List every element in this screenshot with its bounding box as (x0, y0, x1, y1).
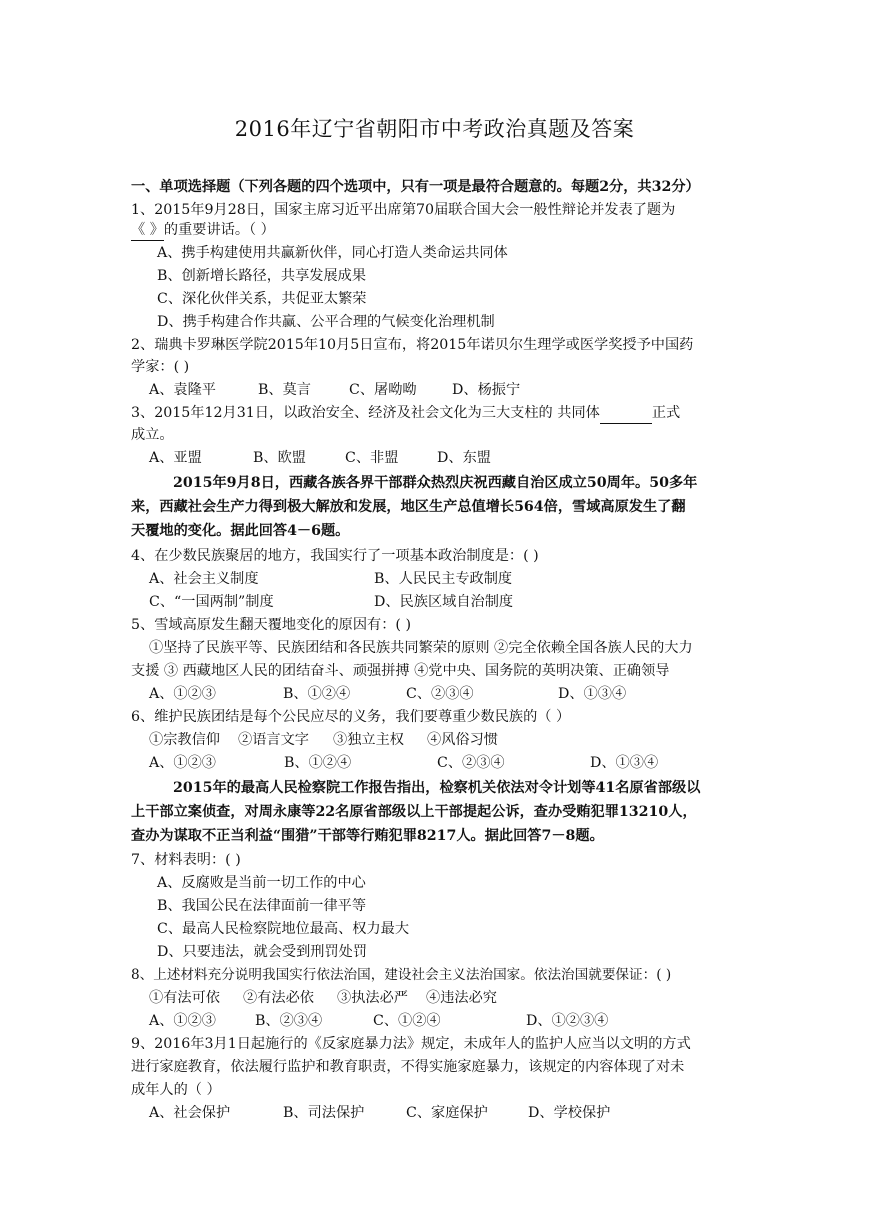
q6-item-2: ②语言文字 (238, 732, 309, 748)
q5-option-c: C、②③④ (406, 686, 474, 702)
q2-stem-line1: 2、瑞典卡罗琳医学院2015年10月5日宣布，将2015年诺贝尔生理学或医学奖授予中国药 (131, 337, 694, 353)
q3-option-d: D、东盟 (437, 450, 491, 466)
q6-item-4: ④风俗习惯 (427, 732, 498, 748)
q6-option-a: A、①②③ (149, 755, 216, 771)
document-title: 2016年辽宁省朝阳市中考政治真题及答案 (234, 117, 635, 141)
q7-option-b: B、我国公民在法律面前一律平等 (157, 898, 367, 914)
q8-item-2: ②有法必依 (243, 990, 314, 1006)
q2-stem-line2: 学家：( ) (131, 359, 190, 375)
q8-option-d: D、①②③④ (526, 1013, 609, 1029)
q1-stem-line2-rest: 的重要讲话。（ ） (163, 222, 275, 238)
material2-line2: 上干部立案侦查，对周永康等22名原省部级以上干部提起公诉，查办受贿犯罪13210人， (131, 804, 697, 820)
q9-stem-line3: 成年人的（ ） (131, 1082, 221, 1098)
q2-option-d: D、杨振宁 (452, 382, 521, 398)
q1-stem-line1: 1、2015年9月28日，国家主席习近平出席第70届联合国大会一般性辩论并发表了题为 (131, 202, 676, 218)
q5-option-b: B、①②④ (283, 686, 351, 702)
q9-option-c: C、家庭保护 (406, 1105, 488, 1121)
q2-option-c: C、屠呦呦 (349, 382, 417, 398)
q6-option-c: C、②③④ (437, 755, 505, 771)
q3-answer-blank (600, 403, 652, 424)
q1-option-d: D、携手构建合作共赢、公平合理的气候变化治理机制 (157, 314, 495, 330)
q1-stem-line2 (131, 220, 275, 241)
material1-line2: 来，西藏社会生产力得到极大解放和发展，地区生产总值增长564倍，雪域高原发生了翻 (131, 499, 686, 515)
q9-stem-line1: 9、2016年3月1日起施行的《反家庭暴力法》规定，未成年人的监护人应当以文明的方式 (131, 1036, 691, 1052)
q3-option-c: C、非盟 (345, 450, 399, 466)
q5-option-a: A、①②③ (149, 686, 216, 702)
q5-option-d: D、①③④ (558, 686, 627, 702)
q3-option-a: A、亚盟 (149, 450, 202, 466)
q9-option-a: A、社会保护 (149, 1105, 231, 1121)
q7-option-d: D、只要违法，就会受到刑罚处罚 (157, 944, 368, 960)
material1-line3: 天覆地的变化。据此回答4－6题。 (131, 523, 350, 539)
q4-option-d: D、民族区域自治制度 (374, 594, 514, 610)
q3-stem-tail: 正式 (651, 405, 681, 421)
q6-stem: 6、维护民族团结是每个公民应尽的义务，我们要尊重少数民族的（ ） (131, 709, 571, 725)
q8-option-a: A、①②③ (149, 1013, 216, 1029)
q4-option-c: C、“一国两制”制度 (149, 594, 274, 610)
q7-option-c: C、最高人民检察院地位最高、权力最大 (157, 921, 410, 937)
q3-option-b: B、欧盟 (253, 450, 306, 466)
q9-option-b: B、司法保护 (283, 1105, 365, 1121)
q8-item-3: ③执法必严 (337, 990, 408, 1006)
q8-stem: 8、上述材料充分说明我国实行依法治国，建设社会主义法治国家。依法治国就要保证：( ) (131, 967, 672, 983)
q4-stem: 4、在少数民族聚居的地方，我国实行了一项基本政治制度是：( ) (131, 548, 539, 564)
q4-option-a: A、社会主义制度 (149, 571, 259, 587)
q5-stem: 5、雪域高原发生翻天覆地变化的原因有：( ) (131, 617, 411, 633)
q6-item-3: ③独立主权 (333, 732, 404, 748)
q8-option-c: C、①②④ (373, 1013, 441, 1029)
material2-line1: 2015年的最高人民检察院工作报告指出，检察机关依法对令计划等41名原省部级以 (173, 780, 701, 796)
q6-item-1: ①宗教信仰 (149, 732, 220, 748)
q9-option-d: D、学校保护 (528, 1105, 611, 1121)
q7-option-a: A、反腐败是当前一切工作的中心 (157, 875, 366, 891)
q3-stem-line1 (131, 403, 680, 424)
q2-option-b: B、莫言 (258, 382, 311, 398)
q8-item-4: ④违法必究 (426, 990, 497, 1006)
q8-option-b: B、②③④ (255, 1013, 323, 1029)
q2-option-a: A、袁隆平 (149, 382, 216, 398)
q3-stem-line2: 成立。 (131, 427, 174, 443)
q6-option-d: D、①③④ (590, 755, 659, 771)
q9-stem-line2: 进行家庭教育，依法履行监护和教育职责，不得实施家庭暴力，该规定的内容体现了对未 (131, 1059, 685, 1075)
q3-stem-text: 3、2015年12月31日，以政治安全、经济及社会文化为三大支柱的 共同体 (131, 405, 600, 421)
q5-body-line2: 支援 ③ 西藏地区人民的团结奋斗、顽强拼搏 ④党中央、国务院的英明决策、正确领导 (131, 663, 670, 679)
q6-option-b: B、①②④ (284, 755, 352, 771)
section-heading: 一、单项选择题（下列各题的四个选项中，只有一项是最符合题意的。每题2分，共32分） (131, 179, 700, 195)
material1-line1: 2015年9月8日，西藏各族各界干部群众热烈庆祝西藏自治区成立50周年。50多年 (173, 475, 698, 491)
q1-option-b: B、创新增长路径，共享发展成果 (157, 268, 367, 284)
q1-option-c: C、深化伙伴关系，共促亚太繁荣 (157, 291, 367, 307)
q5-body-line1: ①坚持了民族平等、民族团结和各民族共同繁荣的原则 ②完全依赖全国各族人民的大力 (149, 640, 693, 656)
q1-answer-blank: 《 》 (131, 220, 164, 241)
material2-line3: 查办为谋取不正当利益“围猎”干部等行贿犯罪8217人。据此回答7－8题。 (131, 828, 604, 844)
q4-option-b: B、人民民主专政制度 (374, 571, 513, 587)
q8-item-1: ①有法可依 (149, 990, 220, 1006)
q7-stem: 7、材料表明：( ) (131, 852, 241, 868)
q1-option-a: A、携手构建使用共赢新伙伴，同心打造人类命运共同体 (157, 245, 508, 261)
